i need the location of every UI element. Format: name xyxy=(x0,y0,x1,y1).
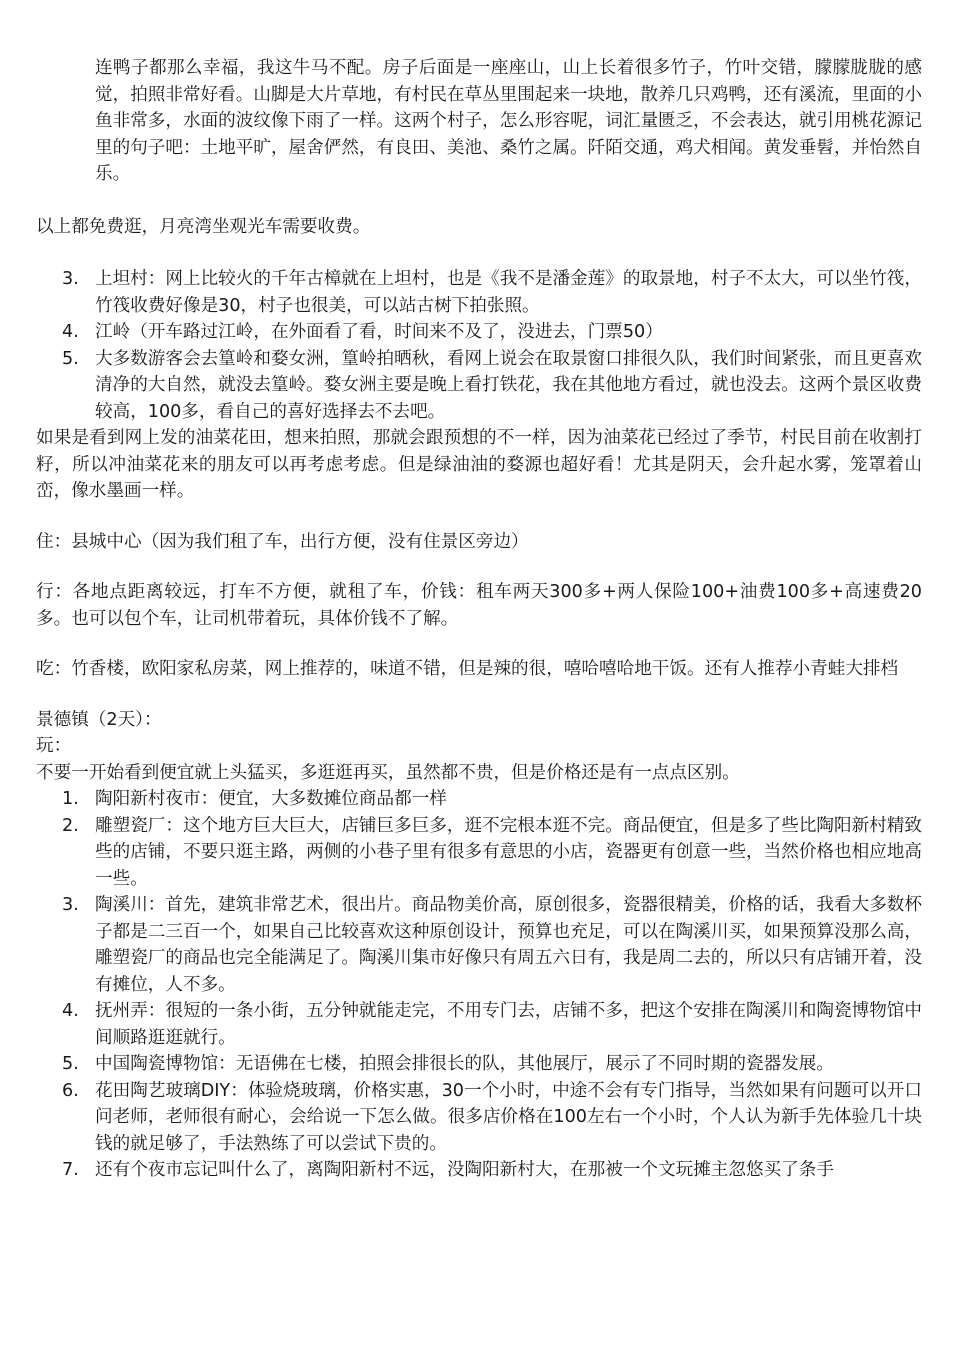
list-item xyxy=(36,998,922,1051)
list-number: 1. xyxy=(62,789,79,809)
list-number: 4. xyxy=(62,322,79,342)
jingdezhen-title: 景德镇（2天）： xyxy=(36,709,162,730)
list-item xyxy=(36,892,922,998)
jingdezhen-intro: 不要一开始看到便宜就上头猛买，多逛逛再买，虽然都不贵，但是价格还是有一点点区别。 xyxy=(36,762,740,783)
list-text: 还有个夜市忘记叫什么了，离陶阳新村不远，没陶阳新村大，在那被一个文玩摊主忽悠买了条手 xyxy=(95,1160,834,1180)
stay-section: 住：县城中心（因为我们租了车，出行方便，没有住景区旁边） xyxy=(36,531,529,552)
list-text: 陶溪川：首先，建筑非常艺术，很出片。商品物美价高，原创很多，瓷器很精美，价格的话，我看大多数杯子都是二三百一个，如果自己比较喜欢这种原创设计，预算也充足，可以在陶溪川买，如果预算没那么高，雕塑瓷厂的商品也完全能满足了。陶溪川集市好像只有周五六日有，我是周二去的，所以只有店铺开着，没有摊位，人不多。 xyxy=(95,895,922,995)
list-number: 7. xyxy=(62,1160,79,1180)
list-item xyxy=(36,346,922,426)
list-item xyxy=(36,266,922,319)
transport-section: 行：各地点距离较远，打车不方便，就租了车，价钱：租车两天300多+两人保险100+油费100多+高速费20多。也可以包个车，让司机带着玩，具体价钱不了解。 xyxy=(36,582,922,629)
list-text: 陶阳新村夜市：便宜，大多数摊位商品都一样 xyxy=(95,789,447,809)
list-number: 5. xyxy=(62,348,79,369)
wuyuan-list xyxy=(36,266,922,425)
list-item xyxy=(36,1051,922,1078)
list-item xyxy=(36,1157,922,1184)
list-number: 2. xyxy=(62,815,79,836)
list-number: 3. xyxy=(62,895,79,915)
list-item xyxy=(36,1078,922,1158)
food-section: 吃：竹香楼，欧阳家私房菜，网上推荐的，味道不错，但是辣的很，嘻哈嘻哈地干饭。还有人推荐小青蛙大排档 xyxy=(36,659,899,679)
list-text: 花田陶艺玻璃DIY：体验烧玻璃，价格实惠，30一个小时，中途不会有专门指导，当然如果有问题可以开口问老师，老师很有耐心，会给说一下怎么做。很多店价格在100左右一个小时，个人认为新手先体验几十块钱的就足够了，手法熟练了可以尝试下贵的。 xyxy=(95,1080,922,1154)
list-text: 江岭（开车路过江岭，在外面看了看，时间来不及了，没进去，门票50） xyxy=(95,322,663,342)
list-number: 4. xyxy=(62,1001,79,1021)
list-text: 中国陶瓷博物馆：无语佛在七楼，拍照会排很长的队，其他展厅，展示了不同时期的瓷器发展。 xyxy=(95,1054,834,1074)
free-note: 以上都免费逛，月亮湾坐观光车需要收费。 xyxy=(36,216,371,237)
list-number: 3. xyxy=(62,269,79,289)
list-text: 上坦村：网上比较火的千年古樟就在上坦村，也是《我不是潘金莲》的取景地，村子不太大，可以坐竹筏，竹筏收费好像是30，村子也很美，可以站古树下拍张照。 xyxy=(95,269,922,316)
list-number: 6. xyxy=(62,1080,79,1101)
list-item xyxy=(36,786,922,813)
list-text: 大多数游客会去篁岭和婺女洲，篁岭拍晒秋，看网上说会在取景窗口排很久队，我们时间紧张，而且更喜欢清净的大自然，就没去篁岭。婺女洲主要是晚上看打铁花，我在其他地方看过，就也没去。这两个景区收费较高，100多，看自己的喜好选择去不去吧。 xyxy=(95,348,922,422)
list-number: 5. xyxy=(62,1054,79,1074)
list-item xyxy=(36,813,922,893)
jingdezhen-list xyxy=(36,786,922,1184)
list-text: 雕塑瓷厂：这个地方巨大巨大，店铺巨多巨多，逛不完根本逛不完。商品便宜，但是多了些比陶阳新村精致些的店铺，不要只逛主路，两侧的小巷子里有很多有意思的小店，瓷器更有创意一些，当然价格也相应地高一些。 xyxy=(95,815,922,889)
list-item xyxy=(36,319,922,346)
play-label: 玩： xyxy=(36,736,72,756)
village-description: 连鸭子都那么幸福，我这牛马不配。房子后面是一座座山，山上长着很多竹子，竹叶交错，朦朦胧胧的感觉，拍照非常好看。山脚是大片草地，有村民在草丛里围起来一块地，散养几只鸡鸭，还有溪流，里面的小鱼非常多，水面的波纹像下雨了一样。这两个村子，怎么形容呢，词汇量匮乏，不会表达，就引用桃花源记里的句子吧：土地平旷，屋舍俨然，有良田、美池、桑竹之属。阡陌交通，鸡犬相闻。黄发垂髫，并怡然自乐。 xyxy=(95,58,922,184)
list-text: 抚州弄：很短的一条小街，五分钟就能走完，不用专门去，店铺不多，把这个安排在陶溪川和陶瓷博物馆中间顺路逛逛就行。 xyxy=(95,1001,922,1048)
rapeseed-note: 如果是看到网上发的油菜花田，想来拍照，那就会跟预想的不一样，因为油菜花已经过了季节，村民目前在收割打籽，所以冲油菜花来的朋友可以再考虑考虑。但是绿油油的婺源也超好看！尤其是阴天，会升起水雾，笼罩着山峦，像水墨画一样。 xyxy=(36,428,922,501)
